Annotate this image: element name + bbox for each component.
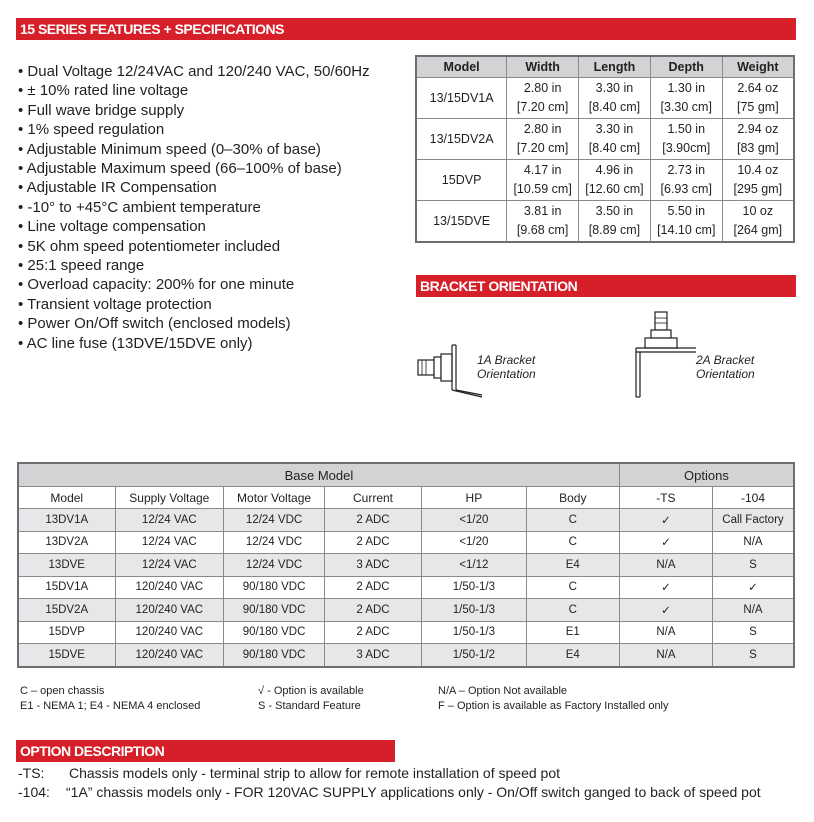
base-model-cell: 12/24 VAC xyxy=(115,531,224,554)
base-model-cell: 120/240 VAC xyxy=(115,621,224,644)
base-column-header: Motor Voltage xyxy=(224,487,325,509)
dimensions-value-cell xyxy=(507,119,579,160)
feature-item: • Adjustable Maximum speed (66–100% of base) xyxy=(18,159,370,178)
imperial-value: 1.30 in xyxy=(667,81,706,95)
base-column-header: HP xyxy=(422,487,527,509)
base-model-cell: 15DVP xyxy=(18,621,115,644)
base-model-cell: E4 xyxy=(526,644,619,667)
imperial-value: 1.50 in xyxy=(667,122,706,136)
base-model-table xyxy=(17,462,795,668)
feature-item: • 5K ohm speed potentiometer included xyxy=(18,237,370,256)
metric-value: [3.90cm] xyxy=(662,141,711,155)
base-model-cell: 12/24 VAC xyxy=(115,509,224,532)
base-model-cell: N/A xyxy=(619,644,712,667)
bracket-2a-drawing xyxy=(628,308,698,400)
metric-value: [83 gm] xyxy=(736,141,779,155)
base-model-row xyxy=(18,509,794,532)
base-model-cell: C xyxy=(526,599,619,622)
base-model-cell: ✓ xyxy=(619,576,712,599)
feature-item: • Overload capacity: 200% for one minute xyxy=(18,275,370,294)
features-list xyxy=(18,62,370,353)
dimensions-model-cell: 13/15DVE xyxy=(416,201,507,243)
base-model-cell: N/A xyxy=(712,599,794,622)
option-ts-description: -TS: Chassis models only - terminal strip to allow for remote installation of speed pot xyxy=(18,765,560,781)
base-model-cell: 90/180 VDC xyxy=(224,621,325,644)
base-model-cell: 13DVE xyxy=(18,554,115,577)
base-model-cell: S xyxy=(712,644,794,667)
imperial-value: 10 oz xyxy=(742,204,774,218)
base-model-cell: ✓ xyxy=(712,576,794,599)
feature-item: • AC line fuse (13DVE/15DVE only) xyxy=(18,334,370,353)
option-104-description: -104: “1A” chassis models only - FOR 120VAC SUPPLY applications only - On/Off switch ganged to back of speed pot xyxy=(18,784,761,800)
metric-value: [14.10 cm] xyxy=(657,223,716,237)
metric-value: [8.89 cm] xyxy=(588,223,641,237)
base-model-cell: 12/24 VAC xyxy=(115,554,224,577)
dimensions-value-cell xyxy=(650,201,722,243)
metric-value: [264 gm] xyxy=(733,223,783,237)
feature-item: • -10° to +45°C ambient temperature xyxy=(18,198,370,217)
base-model-cell: Call Factory xyxy=(712,509,794,532)
metric-value: [8.40 cm] xyxy=(588,141,641,155)
base-column-header: Body xyxy=(526,487,619,509)
imperial-value: 5.50 in xyxy=(667,204,706,218)
dimensions-value-cell xyxy=(579,78,651,119)
bracket-1a-label: 1A Bracket Orientation xyxy=(477,353,536,381)
dimensions-value-cell xyxy=(507,201,579,243)
imperial-value: 10.4 oz xyxy=(737,163,779,177)
metric-value: [7.20 cm] xyxy=(516,141,569,155)
base-model-cell: 3 ADC xyxy=(325,554,422,577)
base-model-cell: 13DV1A xyxy=(18,509,115,532)
feature-item: • Line voltage compensation xyxy=(18,217,370,236)
dimensions-value-cell xyxy=(579,160,651,201)
feature-item: • Power On/Off switch (enclosed models) xyxy=(18,314,370,333)
base-column-header: Current xyxy=(325,487,422,509)
metric-value: [7.20 cm] xyxy=(516,100,569,114)
dimensions-column-header: Weight xyxy=(722,56,794,78)
dimensions-row xyxy=(416,119,794,160)
metric-value: [10.59 cm] xyxy=(513,182,572,196)
base-model-cell: 13DV2A xyxy=(18,531,115,554)
base-model-cell: 1/50-1/3 xyxy=(422,621,527,644)
base-model-cell: 15DV1A xyxy=(18,576,115,599)
base-model-cell: 2 ADC xyxy=(325,531,422,554)
dimensions-value-cell xyxy=(650,119,722,160)
base-model-cell: 1/50-1/3 xyxy=(422,576,527,599)
base-model-row xyxy=(18,531,794,554)
dimensions-model-cell: 13/15DV2A xyxy=(416,119,507,160)
base-model-cell: ✓ xyxy=(619,531,712,554)
feature-item: • Full wave bridge supply xyxy=(18,101,370,120)
base-model-cell: 2 ADC xyxy=(325,621,422,644)
base-model-cell: E4 xyxy=(526,554,619,577)
feature-item: • ± 10% rated line voltage xyxy=(18,81,370,100)
base-model-cell: 2 ADC xyxy=(325,599,422,622)
imperial-value: 2.80 in xyxy=(523,122,562,136)
base-model-cell: C xyxy=(526,509,619,532)
base-column-header: -104 xyxy=(712,487,794,509)
dimensions-value-cell xyxy=(650,78,722,119)
dimensions-column-header: Model xyxy=(416,56,507,78)
base-model-cell: C xyxy=(526,531,619,554)
dimensions-value-cell xyxy=(579,119,651,160)
feature-item: • Adjustable IR Compensation xyxy=(18,178,370,197)
base-model-cell: N/A xyxy=(712,531,794,554)
dimensions-value-cell xyxy=(722,160,794,201)
legend-body-types: C – open chassis E1 - NEMA 1; E4 - NEMA 4 enclosed xyxy=(20,685,201,712)
base-model-cell: 12/24 VDC xyxy=(224,509,325,532)
base-model-cell: 90/180 VDC xyxy=(224,576,325,599)
legend-availability: √ - Option is available S - Standard Feature xyxy=(258,685,364,712)
base-model-cell: E1 xyxy=(526,621,619,644)
option-description-banner: OPTION DESCRIPTION xyxy=(16,740,395,762)
bracket-orientation-banner: BRACKET ORIENTATION xyxy=(416,275,796,297)
base-model-header: Base Model xyxy=(18,463,619,487)
base-model-cell: 15DV2A xyxy=(18,599,115,622)
base-model-row xyxy=(18,621,794,644)
imperial-value: 2.73 in xyxy=(667,163,706,177)
base-model-cell: C xyxy=(526,576,619,599)
base-model-cell: <1/12 xyxy=(422,554,527,577)
base-model-row xyxy=(18,554,794,577)
metric-value: [3.30 cm] xyxy=(660,100,712,114)
base-model-cell: ✓ xyxy=(619,599,712,622)
base-column-header: Supply Voltage xyxy=(115,487,224,509)
base-model-cell: S xyxy=(712,621,794,644)
dimensions-value-cell xyxy=(650,160,722,201)
metric-value: [75 gm] xyxy=(736,100,779,114)
base-model-cell: 2 ADC xyxy=(325,576,422,599)
base-model-cell: ✓ xyxy=(619,509,712,532)
feature-item: • Adjustable Minimum speed (0–30% of base) xyxy=(18,140,370,159)
base-model-cell: N/A xyxy=(619,554,712,577)
imperial-value: 3.50 in xyxy=(595,204,634,218)
feature-item: • Dual Voltage 12/24VAC and 120/240 VAC, 50/60Hz xyxy=(18,62,370,81)
imperial-value: 3.30 in xyxy=(595,122,634,136)
imperial-value: 4.96 in xyxy=(595,163,634,177)
base-model-cell: 12/24 VDC xyxy=(224,531,325,554)
legend-not-available: N/A – Option Not available F – Option is available as Factory Installed only xyxy=(438,685,669,712)
imperial-value: 2.94 oz xyxy=(737,122,779,136)
dimensions-column-header: Depth xyxy=(650,56,722,78)
dimensions-value-cell xyxy=(579,201,651,243)
dimensions-value-cell xyxy=(722,201,794,243)
imperial-value: 2.80 in xyxy=(523,81,562,95)
dimensions-row xyxy=(416,78,794,119)
base-model-row xyxy=(18,644,794,667)
base-model-row xyxy=(18,576,794,599)
metric-value: [6.93 cm] xyxy=(660,182,712,196)
dimensions-model-cell: 13/15DV1A xyxy=(416,78,507,119)
base-model-cell: 2 ADC xyxy=(325,509,422,532)
base-model-cell: 120/240 VAC xyxy=(115,576,224,599)
base-model-cell: S xyxy=(712,554,794,577)
base-model-cell: <1/20 xyxy=(422,509,527,532)
dimensions-model-cell: 15DVP xyxy=(416,160,507,201)
base-model-cell: 3 ADC xyxy=(325,644,422,667)
feature-item: • 25:1 speed range xyxy=(18,256,370,275)
metric-value: [295 gm] xyxy=(733,182,783,196)
base-model-cell: <1/20 xyxy=(422,531,527,554)
base-model-cell: 90/180 VDC xyxy=(224,599,325,622)
dimensions-table xyxy=(415,55,795,243)
base-model-cell: 12/24 VDC xyxy=(224,554,325,577)
imperial-value: 4.17 in xyxy=(523,163,562,177)
imperial-value: 3.81 in xyxy=(523,204,562,218)
base-model-cell: 120/240 VAC xyxy=(115,644,224,667)
dimensions-row xyxy=(416,201,794,243)
imperial-value: 3.30 in xyxy=(595,81,634,95)
options-header: Options xyxy=(619,463,794,487)
imperial-value: 2.64 oz xyxy=(737,81,779,95)
base-model-cell: 1/50-1/3 xyxy=(422,599,527,622)
metric-value: [12.60 cm] xyxy=(585,182,644,196)
bracket-2a-label: 2A Bracket Orientation xyxy=(696,353,755,381)
dimensions-value-cell xyxy=(722,78,794,119)
base-column-header: Model xyxy=(18,487,115,509)
dimensions-column-header: Length xyxy=(579,56,651,78)
dimensions-value-cell xyxy=(507,160,579,201)
feature-item: • 1% speed regulation xyxy=(18,120,370,139)
features-banner: 15 SERIES FEATURES + SPECIFICATIONS xyxy=(16,18,796,40)
base-model-cell: 1/50-1/2 xyxy=(422,644,527,667)
dimensions-value-cell xyxy=(507,78,579,119)
metric-value: [8.40 cm] xyxy=(588,100,641,114)
dimensions-row xyxy=(416,160,794,201)
dimensions-value-cell xyxy=(722,119,794,160)
base-model-cell: 90/180 VDC xyxy=(224,644,325,667)
dimensions-column-header: Width xyxy=(507,56,579,78)
base-column-header: -TS xyxy=(619,487,712,509)
metric-value: [9.68 cm] xyxy=(516,223,569,237)
bracket-1a-drawing xyxy=(414,340,484,400)
base-model-row xyxy=(18,599,794,622)
base-model-cell: N/A xyxy=(619,621,712,644)
feature-item: • Transient voltage protection xyxy=(18,295,370,314)
base-model-cell: 15DVE xyxy=(18,644,115,667)
base-model-cell: 120/240 VAC xyxy=(115,599,224,622)
